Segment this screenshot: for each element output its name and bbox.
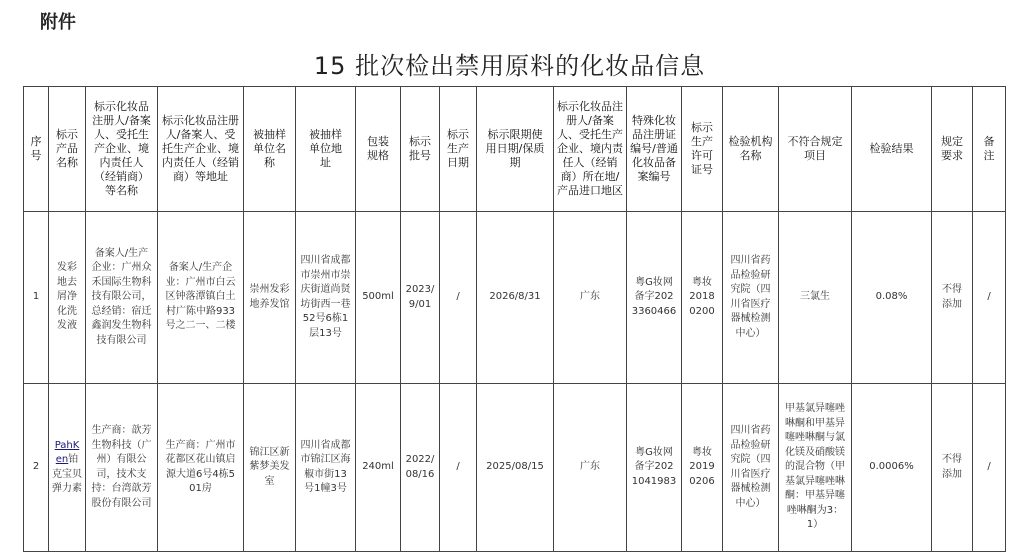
product-brand-name: PahKen	[54, 439, 80, 465]
attachment-label: 附件	[40, 12, 76, 33]
header-cell: 被抽样单位地址	[296, 87, 356, 212]
document-title: 15 批次检出禁用原料的化妆品信息	[313, 52, 706, 80]
production-date-cell: /	[440, 384, 477, 552]
license-cell: 粤妆20190206	[682, 384, 723, 552]
expiry-cell: 2025/08/15	[477, 384, 554, 552]
nonconforming-item-cell: 三氯生	[779, 212, 852, 384]
batch-cell: 2022/08/16	[401, 384, 440, 552]
cosmetics-table	[23, 86, 1006, 552]
result-cell: 0.08%	[852, 212, 932, 384]
region-cell: 广东	[554, 384, 627, 552]
remark-cell: /	[973, 212, 1006, 384]
production-date-cell: /	[440, 212, 477, 384]
header-cell: 标示限期使用日期/保质期	[477, 87, 554, 212]
nonconforming-item-cell: 甲基氯异噻唑啉酮和甲基异噻唑啉酮与氯化镁及硝酸镁的混合物（甲基氯异噻唑啉酮：甲基异噻唑啉酮为3：1）	[779, 384, 852, 552]
record-number-cell: 粤G妆网备字2021041983	[627, 384, 682, 552]
sampled-address-cell: 四川省成都市崇州市崇庆街道尚贤坊街西一巷52号6栋1层13号	[296, 212, 356, 384]
company-address-cell: 生产商：广州市花都区花山镇启源大道6号4栋501房	[158, 384, 244, 552]
header-cell: 备注	[973, 87, 1006, 212]
row-number: 2	[24, 384, 49, 552]
header-cell: 特殊化妆品注册证编号/普通化妆品备案编号	[627, 87, 682, 212]
sampled-unit-cell: 锦江区新紫梦美发室	[244, 384, 296, 552]
header-cell: 标示化妆品注册人/备案人、受托生产企业、境内责任人（经销商）等名称	[86, 87, 158, 212]
header-cell: 标示产品名称	[49, 87, 86, 212]
record-number-cell: 粤G妆网备字2023360466	[627, 212, 682, 384]
product-name-rest: 铂克宝贝弹力素	[52, 454, 82, 494]
header-cell: 标示化妆品注册人/备案人、受托生产企业、境内责任人（经销商）等地址	[158, 87, 244, 212]
remark-cell: /	[973, 384, 1006, 552]
requirement-cell: 不得添加	[932, 212, 973, 384]
sampled-address-cell: 四川省成都市锦江区海椒市街13号1幢3号	[296, 384, 356, 552]
header-cell: 包装规格	[356, 87, 401, 212]
expiry-cell: 2026/8/31	[477, 212, 554, 384]
header-cell: 序号	[24, 87, 49, 212]
license-cell: 粤妆20180200	[682, 212, 723, 384]
table-row	[24, 212, 1006, 384]
lab-cell: 四川省药品检验研究院（四川省医疗器械检测中心）	[723, 212, 779, 384]
header-cell: 规定要求	[932, 87, 973, 212]
header-cell: 标示生产许可证号	[682, 87, 723, 212]
table-row	[24, 384, 1006, 552]
header-row	[24, 87, 1006, 212]
lab-cell: 四川省药品检验研究院（四川省医疗器械检测中心）	[723, 384, 779, 552]
sampled-unit-cell: 崇州发彩地养发馆	[244, 212, 296, 384]
package-cell: 500ml	[356, 212, 401, 384]
result-cell: 0.0006%	[852, 384, 932, 552]
company-address-cell: 备案人/生产企业：广州市白云区钟落潭镇白土村广陈中路933号之二一、二楼	[158, 212, 244, 384]
package-cell: 240ml	[356, 384, 401, 552]
batch-cell: 2023/9/01	[401, 212, 440, 384]
product-name-cell	[49, 384, 86, 552]
header-cell: 被抽样单位名称	[244, 87, 296, 212]
product-name-cell: 发彩地去屑净化洗发液	[49, 212, 86, 384]
company-name-cell: 备案人/生产企业：广州众禾国际生物科技有限公司，总经销：宿迁鑫润发生物科技有限公司	[86, 212, 158, 384]
region-cell: 广东	[554, 212, 627, 384]
header-cell: 不符合规定项目	[779, 87, 852, 212]
header-cell: 标示批号	[401, 87, 440, 212]
requirement-cell: 不得添加	[932, 384, 973, 552]
header-cell: 标示生产日期	[440, 87, 477, 212]
header-cell: 检验结果	[852, 87, 932, 212]
header-cell: 标示化妆品注册人/备案人、受托生产企业、境内责任人（经销商）所在地/产品进口地区	[554, 87, 627, 212]
company-name-cell: 生产商：歆芳生物科技（广州）有限公司，技术支持：台湾歆芳股份有限公司	[86, 384, 158, 552]
row-number: 1	[24, 212, 49, 384]
header-cell: 检验机构名称	[723, 87, 779, 212]
